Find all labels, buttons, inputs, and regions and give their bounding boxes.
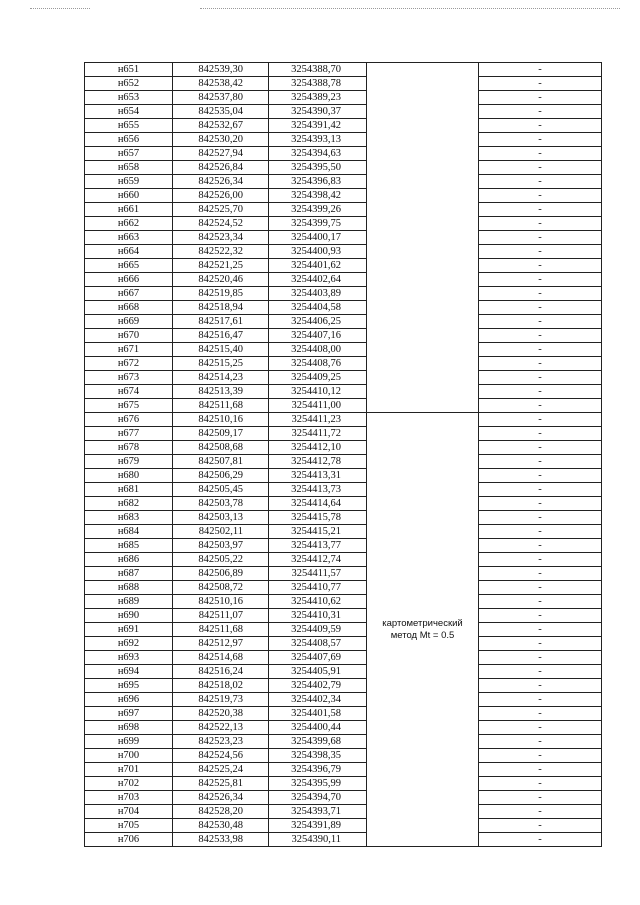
table-row	[85, 259, 602, 273]
point-name-cell: н695	[85, 679, 173, 693]
point-name-cell: н688	[85, 581, 173, 595]
point-name-cell: н703	[85, 791, 173, 805]
x-coordinate-cell: 842524,56	[173, 749, 269, 763]
y-coordinate-cell: 3254412,10	[269, 441, 367, 455]
x-coordinate-cell: 842506,89	[173, 567, 269, 581]
y-coordinate-cell: 3254399,75	[269, 217, 367, 231]
y-coordinate-cell: 3254405,91	[269, 665, 367, 679]
table-row	[85, 175, 602, 189]
y-coordinate-cell: 3254399,68	[269, 735, 367, 749]
accuracy-cell: -	[479, 133, 602, 147]
accuracy-cell: -	[479, 749, 602, 763]
point-name-cell: н697	[85, 707, 173, 721]
x-coordinate-cell: 842521,25	[173, 259, 269, 273]
y-coordinate-cell: 3254410,31	[269, 609, 367, 623]
y-coordinate-cell: 3254400,93	[269, 245, 367, 259]
table-row	[85, 553, 602, 567]
y-coordinate-cell: 3254410,77	[269, 581, 367, 595]
point-name-cell: н705	[85, 819, 173, 833]
table-row	[85, 77, 602, 91]
y-coordinate-cell: 3254408,57	[269, 637, 367, 651]
point-name-cell: н673	[85, 371, 173, 385]
y-coordinate-cell: 3254409,25	[269, 371, 367, 385]
x-coordinate-cell: 842508,68	[173, 441, 269, 455]
table-row	[85, 161, 602, 175]
coordinates-table-sheet	[84, 62, 601, 847]
y-coordinate-cell: 3254402,64	[269, 273, 367, 287]
table-row	[85, 833, 602, 847]
y-coordinate-cell: 3254412,74	[269, 553, 367, 567]
y-coordinate-cell: 3254388,70	[269, 63, 367, 77]
point-name-cell: н655	[85, 119, 173, 133]
y-coordinate-cell: 3254394,63	[269, 147, 367, 161]
point-name-cell: н684	[85, 525, 173, 539]
table-row	[85, 105, 602, 119]
point-name-cell: н686	[85, 553, 173, 567]
y-coordinate-cell: 3254389,23	[269, 91, 367, 105]
accuracy-cell: -	[479, 455, 602, 469]
point-name-cell: н654	[85, 105, 173, 119]
accuracy-cell: -	[479, 399, 602, 413]
scan-artifact	[30, 8, 90, 10]
y-coordinate-cell: 3254398,35	[269, 749, 367, 763]
accuracy-cell: -	[479, 805, 602, 819]
y-coordinate-cell: 3254401,58	[269, 707, 367, 721]
point-name-cell: н679	[85, 455, 173, 469]
y-coordinate-cell: 3254401,62	[269, 259, 367, 273]
x-coordinate-cell: 842514,68	[173, 651, 269, 665]
accuracy-cell: -	[479, 623, 602, 637]
table-row	[85, 245, 602, 259]
y-coordinate-cell: 3254415,78	[269, 511, 367, 525]
method-note-line: картометрический	[382, 617, 463, 629]
method-note-line: метод Mt = 0.5	[390, 629, 455, 641]
point-name-cell: н664	[85, 245, 173, 259]
x-coordinate-cell: 842523,34	[173, 231, 269, 245]
y-coordinate-cell: 3254395,99	[269, 777, 367, 791]
point-name-cell: н672	[85, 357, 173, 371]
point-name-cell: н692	[85, 637, 173, 651]
coordinates-table-body	[85, 63, 602, 847]
accuracy-cell: -	[479, 371, 602, 385]
table-row	[85, 203, 602, 217]
y-coordinate-cell: 3254409,59	[269, 623, 367, 637]
point-name-cell: н698	[85, 721, 173, 735]
accuracy-cell: -	[479, 273, 602, 287]
x-coordinate-cell: 842526,34	[173, 175, 269, 189]
x-coordinate-cell: 842519,85	[173, 287, 269, 301]
accuracy-cell: -	[479, 357, 602, 371]
y-coordinate-cell: 3254404,58	[269, 301, 367, 315]
x-coordinate-cell: 842523,23	[173, 735, 269, 749]
accuracy-cell: -	[479, 595, 602, 609]
point-name-cell: н661	[85, 203, 173, 217]
x-coordinate-cell: 842520,38	[173, 707, 269, 721]
y-coordinate-cell: 3254391,89	[269, 819, 367, 833]
accuracy-cell: -	[479, 525, 602, 539]
x-coordinate-cell: 842517,61	[173, 315, 269, 329]
x-coordinate-cell: 842516,24	[173, 665, 269, 679]
accuracy-cell: -	[479, 469, 602, 483]
accuracy-cell: -	[479, 161, 602, 175]
x-coordinate-cell: 842515,40	[173, 343, 269, 357]
table-row	[85, 651, 602, 665]
point-name-cell: н665	[85, 259, 173, 273]
x-coordinate-cell: 842533,98	[173, 833, 269, 847]
accuracy-cell: -	[479, 511, 602, 525]
x-coordinate-cell: 842530,48	[173, 819, 269, 833]
x-coordinate-cell: 842522,32	[173, 245, 269, 259]
point-name-cell: н668	[85, 301, 173, 315]
table-row	[85, 819, 602, 833]
x-coordinate-cell: 842526,00	[173, 189, 269, 203]
accuracy-cell: -	[479, 301, 602, 315]
accuracy-cell: -	[479, 679, 602, 693]
table-row	[85, 63, 602, 77]
accuracy-cell: -	[479, 539, 602, 553]
point-name-cell: н682	[85, 497, 173, 511]
y-coordinate-cell: 3254400,17	[269, 231, 367, 245]
y-coordinate-cell: 3254413,77	[269, 539, 367, 553]
point-name-cell: н694	[85, 665, 173, 679]
y-coordinate-cell: 3254396,83	[269, 175, 367, 189]
table-row	[85, 189, 602, 203]
point-name-cell: н680	[85, 469, 173, 483]
point-name-cell: н662	[85, 217, 173, 231]
x-coordinate-cell: 842507,81	[173, 455, 269, 469]
accuracy-cell: -	[479, 329, 602, 343]
accuracy-cell: -	[479, 259, 602, 273]
y-coordinate-cell: 3254411,23	[269, 413, 367, 427]
accuracy-cell: -	[479, 245, 602, 259]
x-coordinate-cell: 842508,72	[173, 581, 269, 595]
accuracy-cell: -	[479, 763, 602, 777]
table-row	[85, 581, 602, 595]
accuracy-cell: -	[479, 147, 602, 161]
point-name-cell: н687	[85, 567, 173, 581]
x-coordinate-cell: 842524,52	[173, 217, 269, 231]
table-row	[85, 777, 602, 791]
table-row	[85, 525, 602, 539]
point-name-cell: н660	[85, 189, 173, 203]
y-coordinate-cell: 3254411,00	[269, 399, 367, 413]
table-row	[85, 735, 602, 749]
accuracy-cell: -	[479, 119, 602, 133]
table-row	[85, 91, 602, 105]
accuracy-cell: -	[479, 231, 602, 245]
accuracy-cell: -	[479, 833, 602, 847]
y-coordinate-cell: 3254407,69	[269, 651, 367, 665]
y-coordinate-cell: 3254410,62	[269, 595, 367, 609]
y-coordinate-cell: 3254388,78	[269, 77, 367, 91]
accuracy-cell: -	[479, 581, 602, 595]
x-coordinate-cell: 842505,45	[173, 483, 269, 497]
y-coordinate-cell: 3254390,11	[269, 833, 367, 847]
x-coordinate-cell: 842519,73	[173, 693, 269, 707]
table-row	[85, 497, 602, 511]
table-row	[85, 567, 602, 581]
table-row	[85, 637, 602, 651]
table-row	[85, 595, 602, 609]
table-row	[85, 721, 602, 735]
accuracy-cell: -	[479, 441, 602, 455]
accuracy-cell: -	[479, 819, 602, 833]
y-coordinate-cell: 3254390,37	[269, 105, 367, 119]
table-row	[85, 749, 602, 763]
x-coordinate-cell: 842526,84	[173, 161, 269, 175]
x-coordinate-cell: 842525,24	[173, 763, 269, 777]
x-coordinate-cell: 842515,25	[173, 357, 269, 371]
y-coordinate-cell: 3254408,76	[269, 357, 367, 371]
y-coordinate-cell: 3254406,25	[269, 315, 367, 329]
accuracy-cell: -	[479, 567, 602, 581]
accuracy-cell: -	[479, 315, 602, 329]
table-row	[85, 609, 602, 623]
x-coordinate-cell: 842518,94	[173, 301, 269, 315]
table-row	[85, 217, 602, 231]
x-coordinate-cell: 842510,16	[173, 595, 269, 609]
x-coordinate-cell: 842537,80	[173, 91, 269, 105]
table-row	[85, 301, 602, 315]
point-name-cell: н704	[85, 805, 173, 819]
table-row	[85, 693, 602, 707]
y-coordinate-cell: 3254410,12	[269, 385, 367, 399]
accuracy-cell: -	[479, 791, 602, 805]
point-name-cell: н675	[85, 399, 173, 413]
y-coordinate-cell: 3254396,79	[269, 763, 367, 777]
table-row	[85, 455, 602, 469]
point-name-cell: н656	[85, 133, 173, 147]
x-coordinate-cell: 842511,68	[173, 623, 269, 637]
accuracy-cell: -	[479, 77, 602, 91]
accuracy-cell: -	[479, 637, 602, 651]
y-coordinate-cell: 3254408,00	[269, 343, 367, 357]
accuracy-cell: -	[479, 413, 602, 427]
accuracy-cell: -	[479, 553, 602, 567]
point-name-cell: н689	[85, 595, 173, 609]
accuracy-cell: -	[479, 721, 602, 735]
point-name-cell: н651	[85, 63, 173, 77]
table-row	[85, 133, 602, 147]
table-row	[85, 147, 602, 161]
x-coordinate-cell: 842518,02	[173, 679, 269, 693]
x-coordinate-cell: 842511,68	[173, 399, 269, 413]
table-row	[85, 315, 602, 329]
x-coordinate-cell: 842511,07	[173, 609, 269, 623]
accuracy-cell: -	[479, 63, 602, 77]
table-row	[85, 707, 602, 721]
point-name-cell: н706	[85, 833, 173, 847]
accuracy-cell: -	[479, 385, 602, 399]
x-coordinate-cell: 842503,78	[173, 497, 269, 511]
coordinates-table	[84, 62, 602, 847]
x-coordinate-cell: 842513,39	[173, 385, 269, 399]
accuracy-cell: -	[479, 91, 602, 105]
table-row	[85, 399, 602, 413]
point-name-cell: н690	[85, 609, 173, 623]
x-coordinate-cell: 842510,16	[173, 413, 269, 427]
y-coordinate-cell: 3254399,26	[269, 203, 367, 217]
accuracy-cell: -	[479, 483, 602, 497]
y-coordinate-cell: 3254413,31	[269, 469, 367, 483]
table-row	[85, 385, 602, 399]
accuracy-cell: -	[479, 735, 602, 749]
accuracy-cell: -	[479, 497, 602, 511]
table-row	[85, 665, 602, 679]
accuracy-cell: -	[479, 105, 602, 119]
point-name-cell: н676	[85, 413, 173, 427]
x-coordinate-cell: 842539,30	[173, 63, 269, 77]
table-row	[85, 273, 602, 287]
point-name-cell: н693	[85, 651, 173, 665]
accuracy-cell: -	[479, 203, 602, 217]
table-row	[85, 119, 602, 133]
point-name-cell: н669	[85, 315, 173, 329]
point-name-cell: н691	[85, 623, 173, 637]
y-coordinate-cell: 3254398,42	[269, 189, 367, 203]
x-coordinate-cell: 842532,67	[173, 119, 269, 133]
point-name-cell: н674	[85, 385, 173, 399]
x-coordinate-cell: 842512,97	[173, 637, 269, 651]
table-row	[85, 413, 602, 427]
y-coordinate-cell: 3254402,34	[269, 693, 367, 707]
point-name-cell: н663	[85, 231, 173, 245]
x-coordinate-cell: 842516,47	[173, 329, 269, 343]
table-row	[85, 623, 602, 637]
table-row	[85, 511, 602, 525]
table-row	[85, 231, 602, 245]
scan-artifact	[200, 8, 620, 10]
x-coordinate-cell: 842526,34	[173, 791, 269, 805]
accuracy-cell: -	[479, 693, 602, 707]
x-coordinate-cell: 842522,13	[173, 721, 269, 735]
table-row	[85, 357, 602, 371]
x-coordinate-cell: 842535,04	[173, 105, 269, 119]
y-coordinate-cell: 3254394,70	[269, 791, 367, 805]
method-cell-upper	[367, 63, 479, 413]
accuracy-cell: -	[479, 343, 602, 357]
accuracy-cell: -	[479, 189, 602, 203]
y-coordinate-cell: 3254403,89	[269, 287, 367, 301]
x-coordinate-cell: 842538,42	[173, 77, 269, 91]
x-coordinate-cell: 842505,22	[173, 553, 269, 567]
point-name-cell: н666	[85, 273, 173, 287]
y-coordinate-cell: 3254411,72	[269, 427, 367, 441]
accuracy-cell: -	[479, 609, 602, 623]
y-coordinate-cell: 3254414,64	[269, 497, 367, 511]
x-coordinate-cell: 842528,20	[173, 805, 269, 819]
point-name-cell: н667	[85, 287, 173, 301]
point-name-cell: н696	[85, 693, 173, 707]
point-name-cell: н670	[85, 329, 173, 343]
point-name-cell: н701	[85, 763, 173, 777]
y-coordinate-cell: 3254412,78	[269, 455, 367, 469]
accuracy-cell: -	[479, 651, 602, 665]
y-coordinate-cell: 3254415,21	[269, 525, 367, 539]
accuracy-cell: -	[479, 665, 602, 679]
point-name-cell: н683	[85, 511, 173, 525]
method-cell	[367, 413, 479, 847]
point-name-cell: н658	[85, 161, 173, 175]
point-name-cell: н685	[85, 539, 173, 553]
accuracy-cell: -	[479, 777, 602, 791]
y-coordinate-cell: 3254393,13	[269, 133, 367, 147]
point-name-cell: н671	[85, 343, 173, 357]
y-coordinate-cell: 3254413,73	[269, 483, 367, 497]
point-name-cell: н652	[85, 77, 173, 91]
point-name-cell: н702	[85, 777, 173, 791]
point-name-cell: н677	[85, 427, 173, 441]
table-row	[85, 679, 602, 693]
table-row	[85, 539, 602, 553]
table-row	[85, 791, 602, 805]
table-row	[85, 763, 602, 777]
table-row	[85, 329, 602, 343]
accuracy-cell: -	[479, 175, 602, 189]
y-coordinate-cell: 3254393,71	[269, 805, 367, 819]
x-coordinate-cell: 842530,20	[173, 133, 269, 147]
x-coordinate-cell: 842514,23	[173, 371, 269, 385]
point-name-cell: н699	[85, 735, 173, 749]
point-name-cell: н653	[85, 91, 173, 105]
point-name-cell: н678	[85, 441, 173, 455]
x-coordinate-cell: 842525,81	[173, 777, 269, 791]
x-coordinate-cell: 842502,11	[173, 525, 269, 539]
table-row	[85, 469, 602, 483]
accuracy-cell: -	[479, 427, 602, 441]
x-coordinate-cell: 842520,46	[173, 273, 269, 287]
table-row	[85, 427, 602, 441]
table-row	[85, 483, 602, 497]
table-row	[85, 805, 602, 819]
y-coordinate-cell: 3254411,57	[269, 567, 367, 581]
table-row	[85, 441, 602, 455]
accuracy-cell: -	[479, 287, 602, 301]
x-coordinate-cell: 842527,94	[173, 147, 269, 161]
y-coordinate-cell: 3254395,50	[269, 161, 367, 175]
x-coordinate-cell: 842503,97	[173, 539, 269, 553]
table-row	[85, 371, 602, 385]
point-name-cell: н700	[85, 749, 173, 763]
table-row	[85, 343, 602, 357]
y-coordinate-cell: 3254400,44	[269, 721, 367, 735]
point-name-cell: н659	[85, 175, 173, 189]
x-coordinate-cell: 842525,70	[173, 203, 269, 217]
y-coordinate-cell: 3254407,16	[269, 329, 367, 343]
y-coordinate-cell: 3254391,42	[269, 119, 367, 133]
x-coordinate-cell: 842509,17	[173, 427, 269, 441]
x-coordinate-cell: 842503,13	[173, 511, 269, 525]
x-coordinate-cell: 842506,29	[173, 469, 269, 483]
table-row	[85, 287, 602, 301]
point-name-cell: н657	[85, 147, 173, 161]
accuracy-cell: -	[479, 707, 602, 721]
y-coordinate-cell: 3254402,79	[269, 679, 367, 693]
accuracy-cell: -	[479, 217, 602, 231]
point-name-cell: н681	[85, 483, 173, 497]
